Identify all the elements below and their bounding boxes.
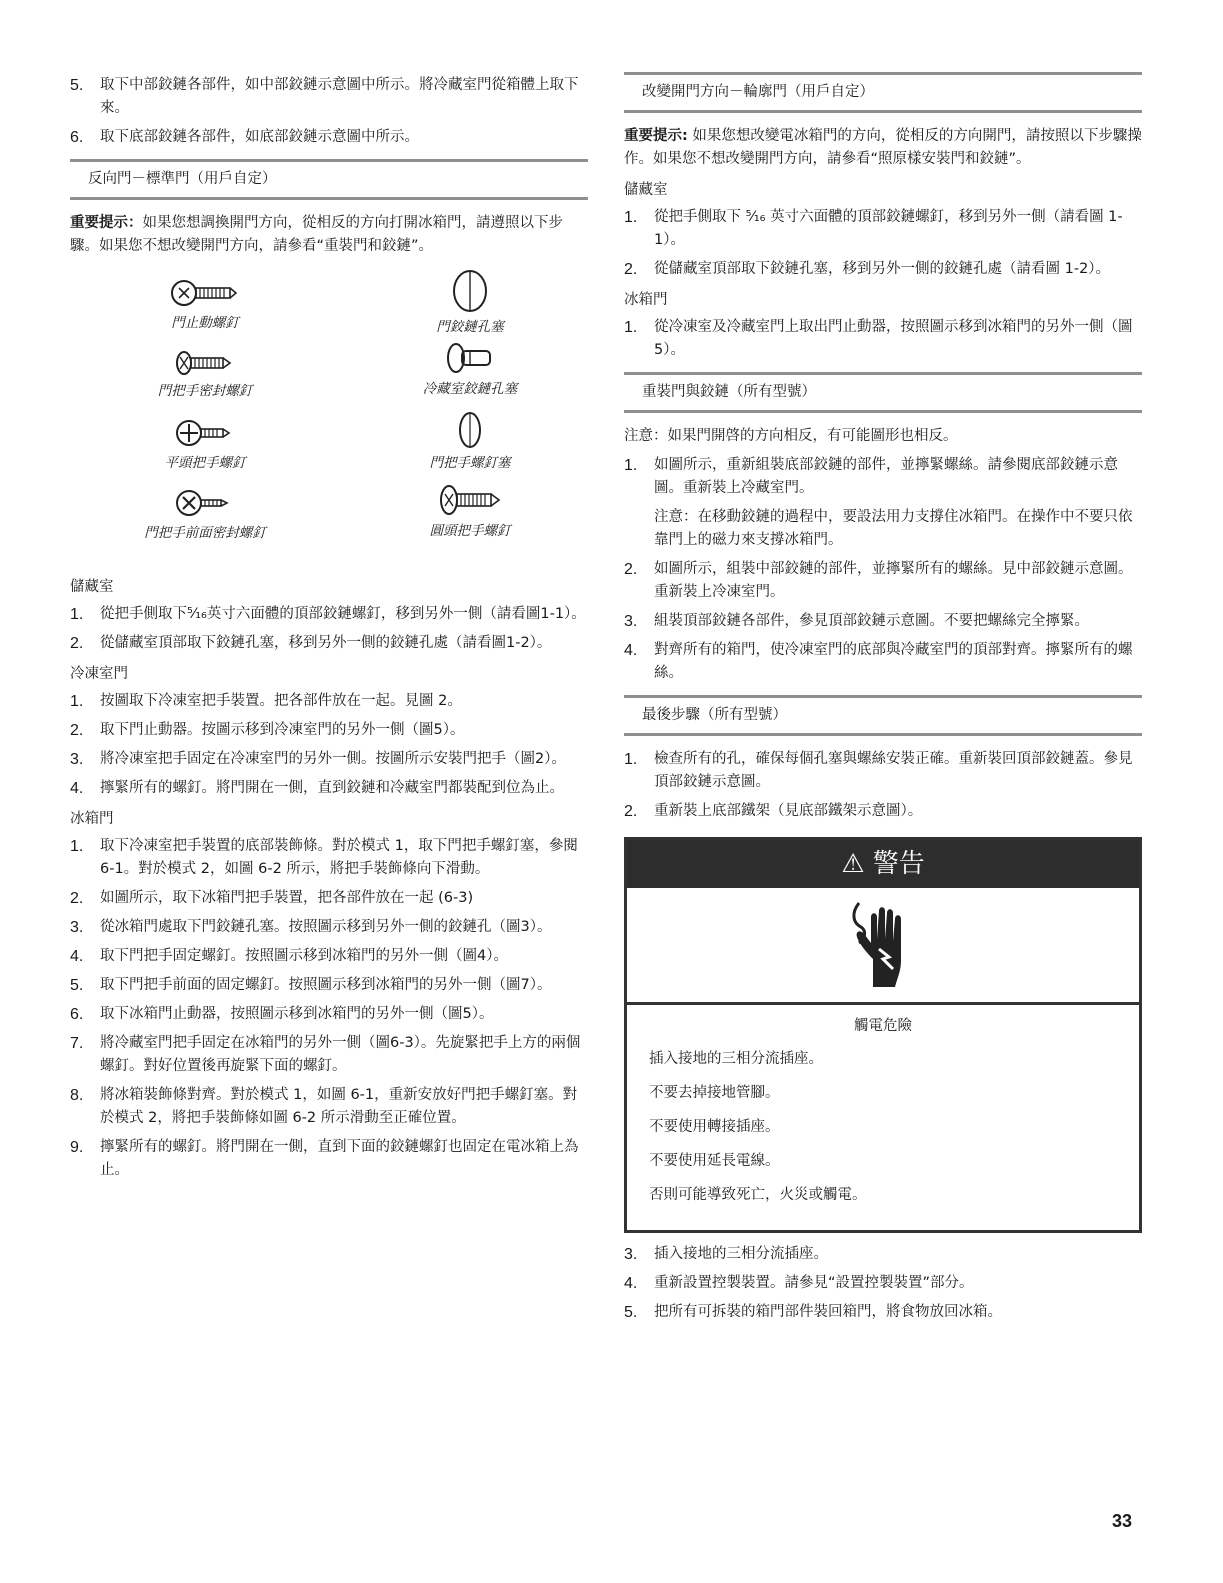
list-item: 1. 檢查所有的孔，確保每個孔塞與螺絲安裝正確。重新裝回頂部鉸鏈蓋。參見頂部鉸鏈示意圖。 [624,751,1133,790]
page-number: 33 [1112,1511,1133,1531]
list-item: 2. 從儲藏室頂部取下鉸鏈孔塞，移到另外一側的鉸鏈孔處（請看圖 1-2）。 [624,261,1111,278]
list-item: 6. 取下底部鉸鏈各部件，如底部鉸鏈示意圖中所示。 [70,129,419,146]
section-heading-reinstall: 重裝門與鉸鏈（所有型號） [624,372,1142,413]
fridge-door-heading: 冰箱門 [624,292,668,308]
list-item: 4. 取下門把手固定螺釘。按照圖示移到冰箱門的另外一側（圖4）。 [70,948,508,965]
list-item: 3. 將冷凍室把手固定在冷凍室門的另外一側。按圖所示安裝門把手（圖2）。 [70,751,566,768]
part-handle-screw-plug: 門把手螺釘塞 [360,410,580,475]
handle-seal-screw-icon [170,348,240,378]
door-stop-screw-icon [170,276,240,310]
list-item: 2. 如圖所示，組裝中部鉸鏈的部件，並擰緊所有的螺絲。見中部鉸鏈示意圖。重新裝上冷凍室門。 [624,561,1133,600]
warning-line: 插入接地的三相分流插座。 [649,1051,823,1067]
list-item: 4. 重新設置控製裝置。請參見“設置控製裝置”部分。 [624,1275,974,1292]
part-flat-head-handle-screw: 平頭把手螺釘 [95,416,315,475]
section-heading-reverse-door: 反向門－標準門（用戶自定） [70,159,588,200]
right-column [624,62,1142,1330]
list-item: 3. 從冰箱門處取下門鉸鏈孔塞。按照圖示移到另外一側的鉸鏈孔（圖3）。 [70,919,552,936]
warning-line: 不要去掉接地管腳。 [649,1085,780,1101]
list-item: 3. 插入接地的三相分流插座。 [624,1246,828,1263]
list-item: 5. 把所有可拆裝的箱門部件裝回箱門，將食物放回冰箱。 [624,1304,1002,1321]
list-item: 7. 將冷藏室門把手固定在冰箱門的另外一側（圖6-3）。先旋緊把手上方的兩個螺釘。對好位置後再旋緊下面的螺釘。 [70,1035,581,1074]
list-item: 2. 重新裝上底部鐵架（見底部鐵架示意圖）。 [624,803,923,820]
part-round-head-handle-screw: 圓頭把手螺釘 [360,482,580,543]
front-seal-screw-icon [175,486,235,520]
fridge-door-heading: 冰箱門 [70,811,114,827]
warning-box [624,837,1142,1233]
list-item: 1. 從把手側取下 ⁵⁄₁₆ 英寸六面體的頂部鉸鏈螺釘，移到另外一側（請看圖 1-1）。 [624,209,1123,248]
list-item: 1. 如圖所示，重新組裝底部鉸鏈的部件，並擰緊螺絲。請參閱底部鉸鏈示意圖。重新裝上冷藏室門。 [624,457,1118,496]
pantry-heading: 儲藏室 [70,579,114,595]
note: 注意：如果門開啓的方向相反，有可能圖形也相反。 [624,428,958,444]
hinge-hole-plug-icon [450,268,490,314]
flat-head-handle-screw-icon [175,416,235,450]
part-handle-seal-screw: 門把手密封螺釘 [95,348,315,403]
pantry-heading: 儲藏室 [624,182,668,198]
parts-legend [70,276,588,566]
warning-subtitle: 觸電危險 [854,1018,912,1034]
part-door-stop-screw: 門止動螺釘 [95,276,315,335]
list-item: 1. 從把手側取下⁵⁄₁₆英寸六面體的頂部鉸鏈螺釘，移到另外一側（請看圖1-1）。 [70,606,586,623]
round-head-handle-screw-icon [435,482,505,518]
list-item: 2. 如圖所示，取下冰箱門把手裝置，把各部件放在一起 (6-3) [70,890,474,907]
section-heading-contour-door: 改變開門方向－輪廓門（用戶自定） [624,72,1142,113]
list-item: 9. 擰緊所有的螺釘。將門開在一側，直到下面的鉸鏈螺釘也固定在電冰箱上為止。 [70,1139,579,1178]
list-item: 4. 擰緊所有的螺釘。將門開在一側，直到鉸鏈和冷藏室門都裝配到位為止。 [70,780,564,797]
warning-triangle-icon: ⚠ [841,849,865,879]
important-note: 重要提示：如果您想調換開門方向，從相反的方向打開冰箱門，請遵照以下步驟。如果您不想改變開門方向，請參看“重裝門和鉸鏈”。 [70,215,563,254]
warning-title: 警告 [872,849,925,879]
sub-note: 注意：在移動鉸鏈的過程中，要設法用力支撐住冰箱門。在操作中不要只依靠門上的磁力來支撐冰箱門。 [654,509,1133,548]
list-item: 1. 從冷凍室及冷藏室門上取出門止動器，按照圖示移到冰箱門的另外一側（圖5）。 [624,319,1133,358]
list-item: 6. 取下冰箱門止動器，按照圖示移到冰箱門的另外一側（圖5）。 [70,1006,494,1023]
freezer-door-heading: 冷凍室門 [70,666,128,682]
list-item: 4. 對齊所有的箱門，使冷凍室門的底部與冷藏室門的頂部對齊。擰緊所有的螺絲。 [624,642,1133,681]
list-item: 1. 取下冷凍室把手裝置的底部裝飾條。對於模式 1，取下門把手螺釘塞，參閱 6-1。對於模式 2，如圖 6-2 所示，將把手裝飾條向下滑動。 [70,838,578,877]
list-item: 3. 組裝頂部鉸鏈各部件，參見頂部鉸鏈示意圖。不要把螺絲完全擰緊。 [624,613,1089,630]
warning-body [627,1005,1139,1230]
part-hinge-hole-plug: 門鉸鏈孔塞 [360,268,580,339]
part-front-seal-screw: 門把手前面密封螺釘 [95,486,315,545]
warning-line: 不要使用延長電線。 [649,1153,780,1169]
left-column [70,74,588,1188]
list-item: 2. 取下門止動器。按圖示移到冷凍室門的另外一側（圖5）。 [70,722,465,739]
electric-shock-hand-icon [843,899,923,991]
list-item: 5. 取下中部鉸鏈各部件，如中部鉸鏈示意圖中所示。將冷藏室門從箱體上取下來。 [70,77,579,116]
list-item: 1. 按圖取下冷凍室把手裝置。把各部件放在一起。見圖 2。 [70,693,462,710]
warning-line: 不要使用轉接插座。 [649,1119,780,1135]
part-freezer-hinge-plug: 冷藏室鉸鏈孔塞 [360,340,580,401]
handle-screw-plug-icon [455,410,485,450]
section-heading-final-steps: 最後步驟（所有型號） [624,695,1142,736]
list-item: 8. 將冰箱裝飾條對齊。對於模式 1，如圖 6-1，重新安放好門把手螺釘塞。對於模式 2，將把手裝飾條如圖 6-2 所示滑動至正確位置。 [70,1087,578,1126]
freezer-hinge-plug-icon [440,340,500,376]
list-item: 2. 從儲藏室頂部取下鉸鏈孔塞，移到另外一側的鉸鏈孔處（請看圖1-2）。 [70,635,552,652]
warning-line: 否則可能導致死亡，火災或觸電。 [649,1187,867,1203]
important-note: 重要提示: 如果您想改變電冰箱門的方向，從相反的方向開門，請按照以下步驟操作。如果您不想改變開門方向，請參看“照原樣安裝門和鉸鏈”。 [624,128,1142,167]
warning-header [627,840,1139,888]
warning-icon-area [627,888,1139,1005]
list-item: 5. 取下門把手前面的固定螺釘。按照圖示移到冰箱門的另外一側（圖7）。 [70,977,552,994]
